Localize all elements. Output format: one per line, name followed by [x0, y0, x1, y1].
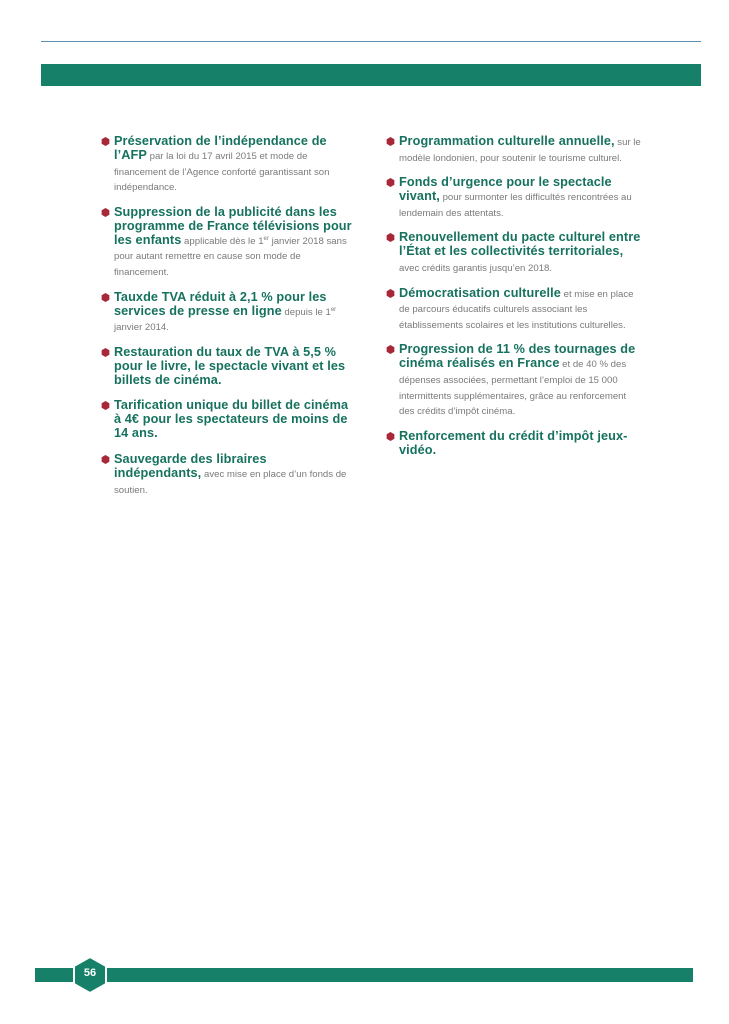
list-item [386, 134, 642, 165]
hexagon-bullet-icon [386, 289, 395, 298]
hexagon-bullet-icon [386, 432, 395, 441]
item-description: avec mise en place d’un fonds de soutien. [114, 468, 347, 496]
hexagon-bullet-icon [386, 178, 395, 187]
page-number-badge [72, 956, 108, 994]
list-item [101, 290, 353, 335]
item-heading: Sauvegarde des libraires indépendants, [114, 451, 267, 480]
item-description: et mise en place de parcours éducatifs culturels associant les établissements scolaires et les institutions culturelles. [399, 288, 634, 331]
list-item [101, 205, 353, 280]
list-item [386, 230, 642, 275]
list-item [101, 452, 353, 497]
item-heading: Tauxde TVA réduit à 2,1 % pour les services de presse en ligne [114, 289, 327, 318]
hexagon-bullet-icon [386, 137, 395, 146]
item-heading: Démocratisation culturelle [399, 285, 561, 300]
item-heading: Renforcement du crédit d’impôt jeux-vidéo. [399, 428, 628, 457]
list-item [101, 345, 353, 389]
list-item [386, 286, 642, 333]
top-rule [41, 41, 701, 42]
hexagon-bullet-icon [101, 293, 110, 302]
footer-band [35, 968, 693, 982]
hexagon-bullet-icon [101, 137, 110, 146]
item-heading: Fonds d’urgence pour le spectacle vivant, [399, 175, 612, 204]
item-description: pour surmonter les difficultés rencontrées au lendemain des attentats. [399, 192, 632, 219]
item-heading: Progression de 11 % des tournages de cinéma réalisés en France [399, 342, 636, 371]
list-item [386, 429, 642, 459]
right-column [386, 134, 642, 468]
list-item [386, 342, 642, 418]
list-item [386, 175, 642, 220]
item-heading: Renouvellement du pacte culturel entre l’État et les collectivités territoriales, [399, 230, 641, 259]
list-item [101, 398, 353, 442]
list-item [101, 134, 353, 195]
item-heading: Préservation de l’indépendance de l’AFP [114, 134, 327, 162]
item-heading: Suppression de la publicité dans les programme de France télévisions pour les enfants [114, 204, 352, 247]
item-heading: Restauration du taux de TVA à 5,5 % pour le livre, le spectacle vivant et les billets de cinéma. [114, 344, 346, 387]
item-heading: Programmation culturelle annuelle, [399, 134, 615, 148]
left-column [101, 134, 353, 507]
item-description: par la loi du 17 avril 2015 et mode de financement de l’Agence conforté garantissant son indépendance. [114, 151, 330, 194]
hexagon-bullet-icon [386, 345, 395, 354]
page-number: 56 [83, 967, 97, 979]
item-description: et de 40 % des dépenses associées, permettant l’emploi de 15 000 intermittents supplémentaires, grâce au renforcement des crédits d’impôt cinéma. [399, 359, 627, 418]
hexagon-bullet-icon [101, 401, 110, 410]
item-description: sur le modèle londonien, pour soutenir le tourisme culturel. [399, 137, 641, 164]
hexagon-bullet-icon [101, 455, 110, 464]
hexagon-bullet-icon [101, 208, 110, 217]
item-heading: Tarification unique du billet de cinéma à 4€ pour les spectateurs de moins de 14 ans. [114, 398, 349, 441]
hexagon-bullet-icon [101, 348, 110, 357]
item-description: avec crédits garantis jusqu’en 2018. [399, 262, 553, 274]
header-band [41, 64, 701, 86]
item-description: depuis le 1er janvier 2014. [114, 306, 337, 334]
hexagon-bullet-icon [386, 233, 395, 242]
item-description: applicable dès le 1er janvier 2018 sans pour autant remettre en cause son mode de financement. [114, 235, 347, 278]
